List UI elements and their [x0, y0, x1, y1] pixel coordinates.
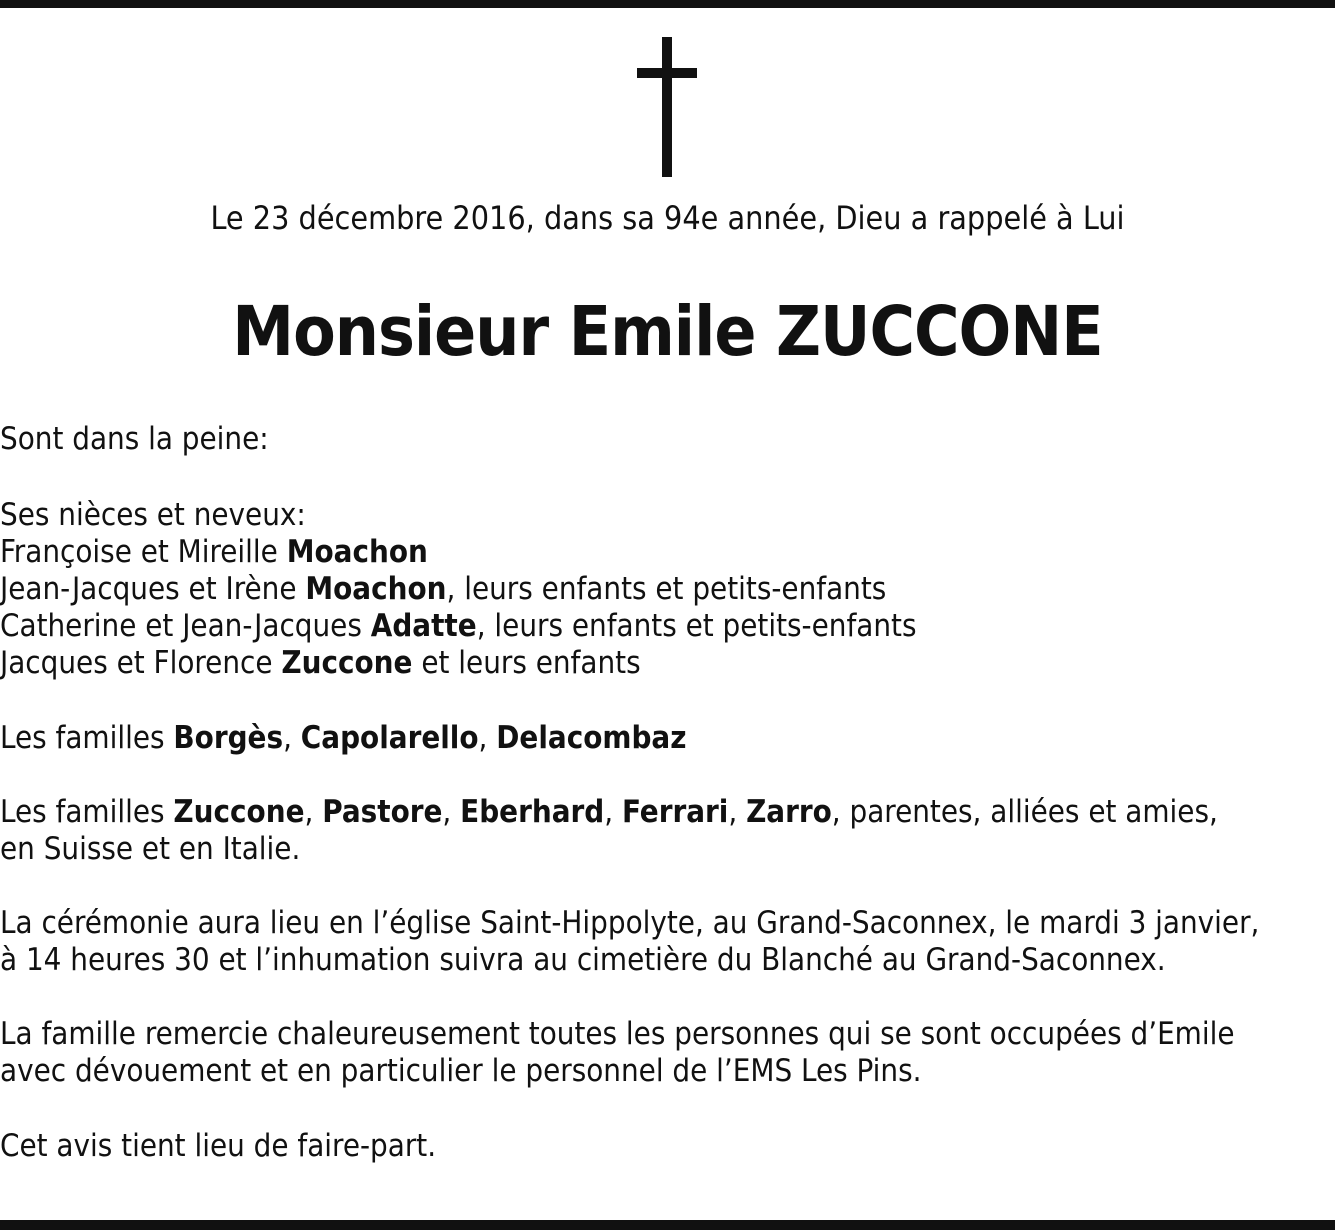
relative-line: Jean-Jacques et Irène Moachon, leurs enfants et petits-enfants: [0, 571, 887, 607]
nieces-heading: Ses nièces et neveux:: [0, 497, 306, 533]
top-border-rule: [0, 0, 1335, 8]
mourning-heading: Sont dans la peine:: [0, 421, 269, 457]
thanks-line: La famille remercie chaleureusement toutes les personnes qui se sont occupées d’Emile: [0, 1016, 1235, 1052]
cross-icon: [637, 37, 697, 177]
thanks-line: avec dévouement et en particulier le personnel de l’EMS Les Pins.: [0, 1053, 922, 1089]
relative-surname: Zuccone: [281, 645, 413, 681]
relative-line: Jacques et Florence Zuccone et leurs enfants: [0, 645, 641, 681]
bottom-border-rule: [0, 1220, 1335, 1230]
families-line-2: Les familles Zuccone, Pastore, Eberhard, Ferrari, Zarro, parentes, alliées et amies,: [0, 794, 1218, 830]
family-name: Borgès: [173, 720, 284, 756]
families-line-1: Les familles Borgès, Capolarello, Delacombaz: [0, 720, 687, 756]
ceremony-line: à 14 heures 30 et l’inhumation suivra au cimetière du Blanché au Grand-Saconnex.: [0, 942, 1166, 978]
relative-line: Françoise et Mireille Moachon: [0, 534, 428, 570]
death-announcement-intro: Le 23 décembre 2016, dans sa 94e année, Dieu a rappelé à Lui: [210, 199, 1125, 237]
relative-line: Catherine et Jean-Jacques Adatte, leurs enfants et petits-enfants: [0, 608, 917, 644]
relative-surname: Moachon: [305, 571, 447, 607]
closing-line: Cet avis tient lieu de faire-part.: [0, 1128, 437, 1164]
family-name: Pastore: [322, 794, 443, 830]
family-name: Eberhard: [460, 794, 605, 830]
relative-surname: Moachon: [286, 534, 428, 570]
relative-surname: Adatte: [370, 608, 477, 644]
family-name: Delacombaz: [496, 720, 687, 756]
family-name: Zarro: [746, 794, 832, 830]
deceased-name: Monsieur Emile ZUCCONE: [232, 292, 1103, 372]
family-name: Ferrari: [621, 794, 729, 830]
ceremony-line: La cérémonie aura lieu en l’église Saint-Hippolyte, au Grand-Saconnex, le mardi 3 janvier,: [0, 905, 1260, 941]
family-name: Zuccone: [173, 794, 305, 830]
families-line-2-continued: en Suisse et en Italie.: [0, 831, 301, 867]
family-name: Capolarello: [300, 720, 479, 756]
